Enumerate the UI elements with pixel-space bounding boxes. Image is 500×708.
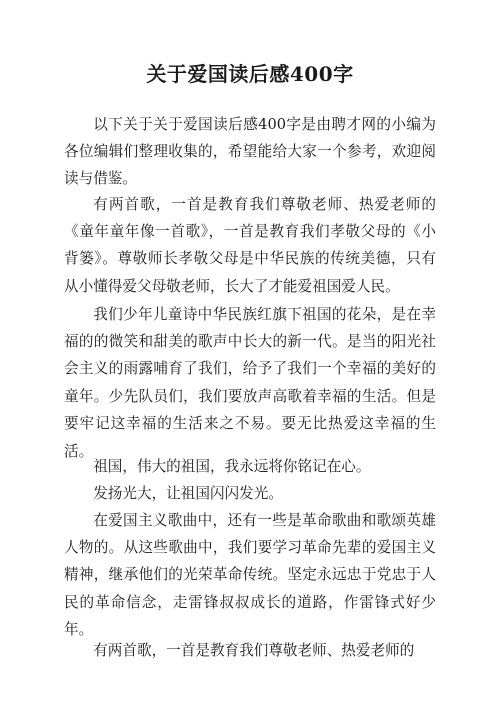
paragraph-revolutionary-songs: 在爱国主义歌曲中，还有一些是革命歌曲和歌颂英雄人物的。从这些歌曲中，我们要学习革命先辈的爱国主义精神，继承他们的光荣革命传统。坚定永远忠于党忠于人民的革命信念，走雷锋叔叔成长的道路，作雷锋式好少年。 [64,511,436,639]
paragraph-motherland: 祖国，伟大的祖国，我永远将你铭记在心。 [93,457,371,475]
paragraph-intro: 以下关于关于爱国读后感400字是由聘才网的小编为各位编辑们整理收集的，希望能给大家一个参考，欢迎阅读与借鉴。 [64,115,436,188]
paragraph-songs-repeat: 有两首歌，一首是教育我们尊敬老师、热爱老师的 [93,641,415,659]
paragraph-childhood: 我们少年儿童诗中华民族红旗下祖国的花朵，是在幸福的的微笑和甜美的歌声中长大的新一代。是当的阳光社会主义的雨露哺育了我们，给予了我们一个幸福的美好的童年。少先队员们，我们要放声高歌着幸福的生活。但是要牢记这幸福的生活来之不易。要无比热爱这幸福的生活。 [64,305,436,460]
paragraph-carry-forward: 发扬光大，让祖国闪闪发光。 [93,484,283,502]
document-title: 关于爱国读后感400字 [146,62,354,86]
paragraph-songs: 有两首歌，一首是教育我们尊敬老师、热爱老师的《童年童年像一首歌》，一首是教育我们孝敬父母的《小背篓》。尊敬师长孝敬父母是中华民族的传统美德，只有从小懂得爱父母敬老师，长大了才能爱祖国爱人民。 [64,195,436,295]
